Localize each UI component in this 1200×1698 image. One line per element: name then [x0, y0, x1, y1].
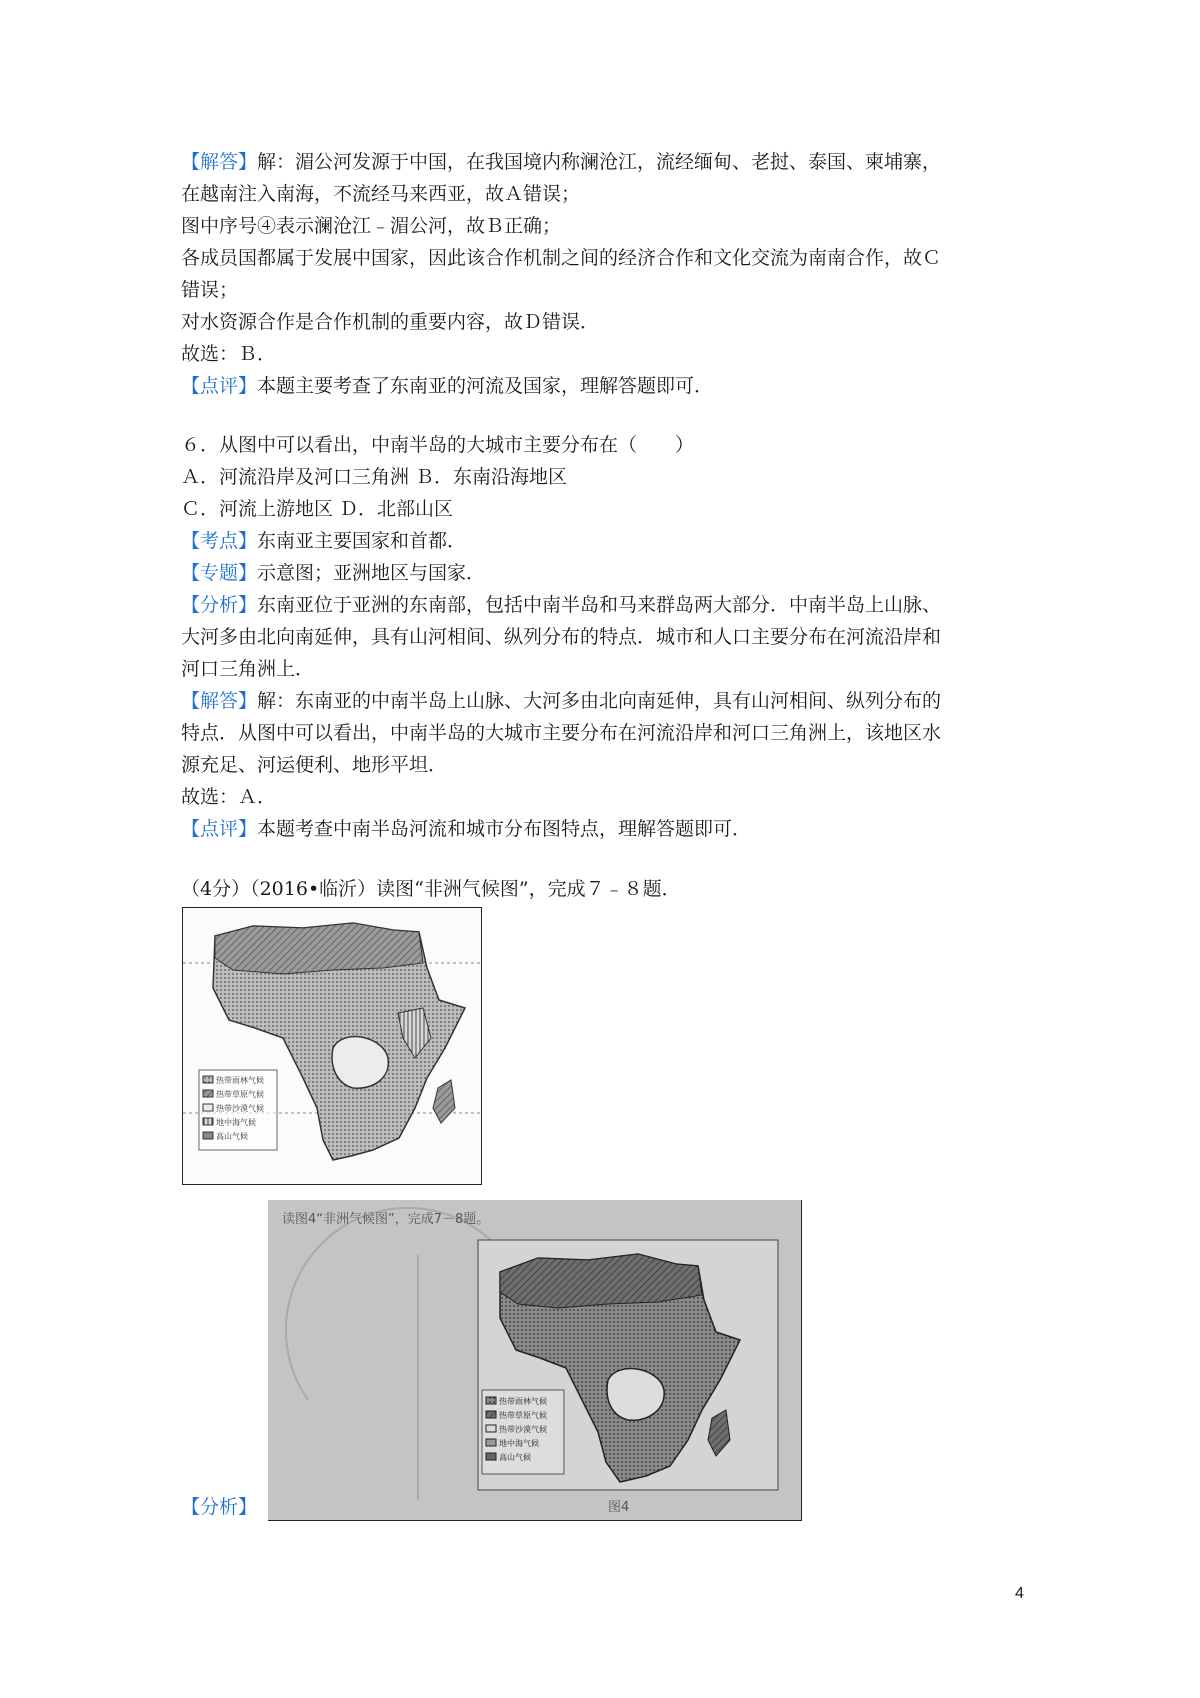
legend-item: 热带草原气候: [499, 1411, 547, 1420]
legend-item: 热带雨林气候: [216, 1076, 264, 1085]
faint-background-arc: [286, 1208, 508, 1400]
q6-zhuanti-line: [181, 557, 1031, 589]
q6-jieda-line: [181, 685, 1031, 717]
africa-map-svg: [183, 908, 481, 1184]
q6-kaodian-line: [181, 525, 1031, 557]
scan-rainforest-zone: [607, 1369, 664, 1421]
q78-block: [181, 873, 1031, 905]
legend-item: 热带沙漠气候: [216, 1104, 264, 1113]
q6-review-line: [181, 813, 1031, 845]
q5-answer-block: [181, 146, 1031, 402]
jieda-tag: 【解答】: [181, 690, 258, 712]
q5-line5: 错误；: [181, 279, 239, 301]
desert-zone: [215, 923, 423, 974]
fenxi-tag: 【分析】: [181, 594, 258, 616]
q6-answer: 故选：Ａ．: [181, 786, 277, 808]
q6-jieda-l2: 特点．从图中可以看出，中南半岛的大城市主要分布在河流沿岸和河口三角洲上，该地区水: [181, 722, 942, 744]
q5-answer: 故选：Ｂ．: [181, 343, 277, 365]
q5-review-text: 本题主要考查了东南亚的河流及国家，理解答题即可．: [257, 375, 714, 397]
page-number: 4: [1015, 1585, 1024, 1602]
q5-review-line: [181, 370, 1031, 402]
legend-item: 热带雨林气候: [499, 1397, 547, 1406]
q6-fenxi-l2: 大河多由北向南延伸，具有山河相间、纵列分布的特点．城市和人口主要分布在河流沿岸和: [181, 626, 942, 648]
q5-line3: 图中序号④表示澜沧江﹣湄公河，故Ｂ正确；: [181, 215, 562, 237]
map-legend: [199, 1070, 277, 1150]
q78-intro: （4分）（2016•临沂）读图“非洲气候图”，完成７﹣８题．: [181, 878, 681, 900]
legend-item: 热带沙漠气候: [499, 1425, 547, 1434]
q6-review-text: 本题考查中南半岛河流和城市分布图特点，理解答题即可．: [257, 818, 752, 840]
q6-fenxi-line: [181, 589, 1031, 621]
jieda-tag: 【解答】: [181, 151, 258, 173]
q5-line6: 对水资源合作是合作机制的重要内容，故Ｄ错误．: [181, 311, 600, 333]
q6-kaodian-text: 东南亚主要国家和首都．: [257, 530, 467, 552]
q5-line4: 各成员国都属于发展中国家，因此该合作机制之间的经济合作和文化交流为南南合作，故Ｃ: [181, 247, 942, 269]
review-tag: 【点评】: [181, 375, 258, 397]
africa-climate-map: [182, 907, 482, 1185]
q6-jieda-l1: 解：东南亚的中南半岛上山脉、大河多由北向南延伸，具有山河相间、纵列分布的: [257, 690, 942, 712]
scan-map-svg: [268, 1200, 801, 1520]
q5-jieda-line: [181, 146, 1031, 178]
legend-item: 高山气候: [216, 1132, 248, 1141]
madagascar-shape: [433, 1080, 455, 1123]
q5-line2: 在越南注入南海，不流经马来西亚，故Ａ错误；: [181, 183, 581, 205]
q6-options-cd: Ｃ．河流上游地区 Ｄ．北部山区: [181, 498, 454, 520]
q6-jieda-l3: 源充足、河运便利、地形平坦．: [181, 754, 448, 776]
q6-question: ６．从图中可以看出，中南半岛的大城市主要分布在（ ）: [181, 434, 695, 456]
legend-item: 热带草原气候: [216, 1090, 264, 1099]
scan-map-legend: [482, 1390, 564, 1474]
q6-fenxi-l1: 东南亚位于亚洲的东南部，包括中南半岛和马来群岛两大部分．中南半岛上山脉、: [257, 594, 942, 616]
q6-block: [181, 429, 1031, 845]
q6-options-ab: Ａ．河流沿岸及河口三角洲 Ｂ．东南沿海地区: [181, 466, 568, 488]
q6-zhuanti-text: 示意图；亚洲地区与国家．: [257, 562, 486, 584]
scanned-textbook-photo: [268, 1200, 802, 1521]
q6-fenxi-l3: 河口三角洲上．: [181, 658, 315, 680]
q5-jieda-text: 解：湄公河发源于中国，在我国境内称澜沧江，流经缅甸、老挝、泰国、柬埔寨，: [257, 151, 942, 173]
q78-analysis-line: [181, 1491, 257, 1523]
fenxi-tag: 【分析】: [181, 1496, 258, 1518]
kaodian-tag: 【考点】: [181, 530, 258, 552]
scan-header-text: 读图4“非洲气候图”，完成7－8题。: [282, 1212, 490, 1227]
scan-figure-caption: 图4: [608, 1500, 630, 1515]
legend-item: 高山气候: [499, 1453, 531, 1462]
legend-item: 地中海气候: [499, 1439, 539, 1448]
legend-item: 地中海气候: [216, 1118, 256, 1127]
zhuanti-tag: 【专题】: [181, 562, 258, 584]
review-tag: 【点评】: [181, 818, 258, 840]
